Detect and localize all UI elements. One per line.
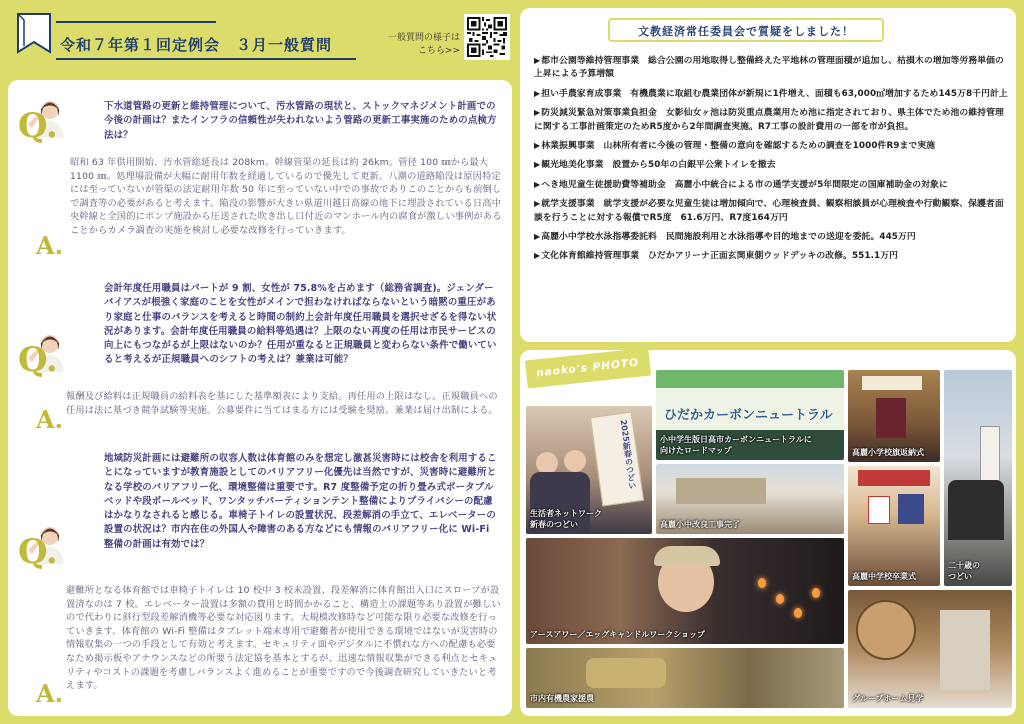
person-figure	[564, 450, 586, 472]
photo-grad	[848, 466, 940, 586]
list-item	[534, 139, 1008, 153]
list-item-text: 林業振興事業 山林所有者に今後の管理・整備の意向を確認するための調査を1000件R9まで実施	[541, 141, 936, 152]
roadmap-title: ひだかカーボンニュートラル	[664, 408, 833, 423]
room-image	[940, 610, 990, 690]
candle-light	[758, 578, 766, 588]
a-mark: A.	[36, 405, 63, 434]
arrow-icon: ▶	[534, 108, 541, 118]
page-title: 令和７年第１回定例会 ３月一般質問	[60, 36, 333, 54]
answer-text: 避難所となる体育館では車椅子トイレは 10 校中 3 校未設置、段差解消に体育館出入口にスロープが設置済なのは 7 校。エレベーター設置は多額の費用と時間かかること、構造上の課題等あり設置が難しいので代わりに斜行型段差解消機等必要な対応図ります。大規模改修時など可能な限り必要な改修を行っていきます。体育館の Wi-Fi 整備はタブレット端末専用で避難者が使用できる環境ではないが災害時の情報収集の一つの手段として有効と考えます。セキュリティ面やデジタルに不慣れな方への配慮も必要なため掲示板やアナウンスなどの所要う法定協を基本とするが、迅速な情報収集ができる利点とセキュリティやコストの課題を考慮しバランスよく進めることが重要ですので今後調査研究していきたいと考えます。	[66, 585, 501, 692]
arrow-icon: ▶	[534, 160, 541, 170]
booklet-image	[590, 412, 644, 507]
list-item-text: 観光地美化事業 設置から50年の白銀平公衆トイレを撤去	[541, 160, 776, 171]
roadmap-banner	[656, 370, 844, 388]
photo-construction	[656, 464, 844, 534]
photo-newyear	[526, 406, 652, 534]
header-rule-top	[56, 21, 216, 23]
list-item-text: 防災減災緊急対策事業負担金 女影仙女ヶ池は防災重点農業用ため池に指定されており、県主体でため池の維持管理に関する工事計画策定のためR5度から2年間調査実施。R7工事の設計費用の一部を市が負担。	[534, 108, 1004, 132]
photo-caption: アースアワー／エッグキャンドルワークショップ	[530, 630, 706, 639]
booklet-title: 2025新春のつどい	[618, 419, 638, 490]
list-item	[534, 54, 1008, 82]
list-item	[534, 230, 1008, 244]
qr-code[interactable]	[464, 14, 510, 60]
list-item-text: 都市公園等維持管理事業 総合公園の用地取得し整備終えた平地林の管理面積が追加し、枯損木の増加等労務単価の上昇による予算増額	[534, 56, 1004, 80]
arrow-icon: ▶	[534, 199, 541, 209]
header	[8, 8, 512, 70]
list-item	[534, 197, 1008, 225]
photo-section-title: naoko's PHOTO	[535, 356, 640, 380]
arrow-icon: ▶	[534, 56, 541, 65]
qr-code-icon	[467, 17, 507, 57]
q-mark: Q.	[18, 106, 58, 146]
list-item-text: 高麗小中学校水泳指導委託料 民間施設利用と水泳指導や目的地までの送迎を委託。445万円	[541, 232, 916, 243]
list-item	[534, 87, 1008, 101]
header-rule-bottom	[56, 58, 356, 60]
photo-caption: グループホーム見学	[852, 694, 924, 703]
photo-caption: 高麗中学校卒業式	[852, 572, 916, 581]
bookmark-flag-icon	[14, 12, 54, 56]
list-item-text: へき地児童生徒援助費等補助金 高麗小中統合による市の通学支援が5年間限定の国庫補助金の対象に	[541, 179, 948, 190]
video-link-line1: 一般質問の様子は	[387, 33, 460, 43]
building-image	[676, 478, 766, 504]
candle-light	[776, 594, 784, 604]
answer-text: 報酬及び給料は正規職員の給料表を基にした基準額表により支給。再任用の上限はなし。正規職員への任用は法に基づき競争試験等実施。公募要件に当てはまる方には受験を奨励。兼業は届け出制による。	[66, 391, 498, 416]
list-item	[534, 158, 1008, 172]
list-item	[534, 106, 1008, 134]
banner-image	[862, 376, 922, 390]
video-link[interactable]	[366, 32, 460, 58]
a-mark: A.	[36, 679, 63, 708]
arrow-icon: ▶	[534, 251, 541, 261]
photo-caption: 高麗小中改良工事完了	[660, 520, 740, 529]
question-text: 地域防災計画には避難所の収容人数は体育館のみを想定し激甚災害時には校舎を利用することになっていますが教育施設としてのバリアフリー化優先は当然ですが、災害時に避難所となる学校のバリアフリー化、環境整備は重要です。R7 度整備予定の折り畳み式ポータブルベッドや段ボールベッド、ワンタッチパーティションテント整備によりプライバシーの配慮はかなりなされると感じる。車椅子トイレの設置状況、段差解消の手立て、エレベーターの設置の状況は？市内在住の外国人や障害のある方などにも情報のバリアフリー化に Wi-Fi 整備の計画は有効では？	[104, 453, 497, 550]
candle-light	[812, 588, 820, 598]
photo-caption: 高麗小学校旗返納式	[852, 448, 924, 457]
arrow-icon: ▶	[534, 179, 541, 189]
flag-image	[876, 398, 906, 438]
people-bodies	[948, 480, 1004, 540]
flag-image	[898, 494, 924, 524]
photo-caption: 二十歳の つどい	[948, 561, 980, 581]
left-column	[8, 8, 512, 716]
q-mark: Q.	[18, 532, 58, 572]
photo-farmer	[526, 648, 844, 708]
list-item	[534, 249, 1008, 263]
list-item	[534, 178, 1008, 192]
produce-image	[586, 658, 666, 688]
committee-panel	[520, 8, 1016, 342]
right-column	[520, 8, 1016, 716]
committee-list	[534, 54, 1008, 269]
question-text: 下水道管路の更新と維持管理について、汚水管路の現状と、ストックマネジメント計画での今後の計画は？またインフラの信頼性が失われないよう管路の更新工事実施のための点検方法は？	[104, 101, 497, 141]
photo-caption: 小中学生版日高市カーボンニュートラルに 向けたロードマップ	[660, 435, 812, 455]
photo-flag	[848, 370, 940, 462]
q-mark: Q.	[18, 340, 58, 380]
curtain-image	[858, 470, 930, 486]
photo-caption: 市内有機農家援農	[530, 694, 594, 703]
photo-panel	[520, 350, 1016, 716]
arrow-icon: ▶	[534, 232, 541, 242]
questions-panel	[8, 80, 512, 716]
question-text: 会計年度任用職員はパートが 9 割、女性が 75.8%を占めます（総務省調査)。ジェンダーバイアスが根強く家庭のことを女性がメインで担わなければならないという暗黙の重圧があり家庭と仕事のバランスを考えると時間の制約上会計年度任用職員を選択せざるを得ない状況があります。会計年度任用職員の給料等処遇は？上限のない再度の任用は市民サービスの向上にもつながるが上限はないのか？任用が重なると正規職員と変わらない条件で働いていると考えるが正規職員へのシフトの考えは？兼業は可能？	[104, 283, 497, 366]
video-link-line2: こちら>>	[417, 46, 460, 56]
a-mark: A.	[36, 231, 63, 260]
committee-title: 文教経済常任委員会で質疑をしました！	[638, 25, 854, 38]
arrow-icon: ▶	[534, 141, 541, 151]
photo-twenty	[944, 370, 1012, 586]
photo-caption: 生活者ネットワーク 新春のつどい	[530, 509, 602, 529]
photo-grouphome	[848, 590, 1012, 708]
wood-sign-image	[856, 600, 916, 660]
photo-candle	[526, 538, 844, 644]
list-item-text: 就学支援事業 就学支援が必要な児童生徒は増加傾向で、心理検査員、観察相談員が心理検査や行動観察、保護者面談を行うことに対する報償でR5度 61.6万円、R7度164万円	[534, 199, 1004, 223]
person-figure	[536, 452, 558, 474]
photo-roadmap	[656, 370, 844, 460]
candle-light	[794, 608, 802, 618]
committee-title-box	[608, 18, 884, 42]
list-item-text: 担い手農家育成事業 有機農業に取組む農業団体が新規に1件増え、面積も63,000㎡増加するため145万8千円計上	[541, 88, 1008, 99]
answer-text: 昭和 63 年供用開始、汚水管総延長は 208km。幹線管渠の延長は約 26km。管径 100 ㎜から最大 1100 ㎜。処理場設備が大幅に耐用年数を経過しているので優先して更新。八潮の道路陥没は原因特定には至っていないが管渠の法定耐用年数 50 年に至っていない中での事故でありこのことからも前倒しで調査等の必要があると考えます。陥没の影響が大きい県道川越日高線の地下に埋設されている日高中央幹線と全国的にポンプ施設から圧送された吹き出し口付近のマンホール内の腐食が激しい事例があることからカメラ調査の実施を検討し必要な改修を行っていきます。	[70, 157, 502, 236]
flag-image	[868, 496, 890, 524]
list-item-text: 文化体育館維持管理事業 ひだかアリーナ正面玄関東側ウッドデッキの改修。551.1万円	[541, 251, 899, 262]
arrow-icon: ▶	[534, 88, 541, 98]
hat-image	[654, 546, 720, 566]
